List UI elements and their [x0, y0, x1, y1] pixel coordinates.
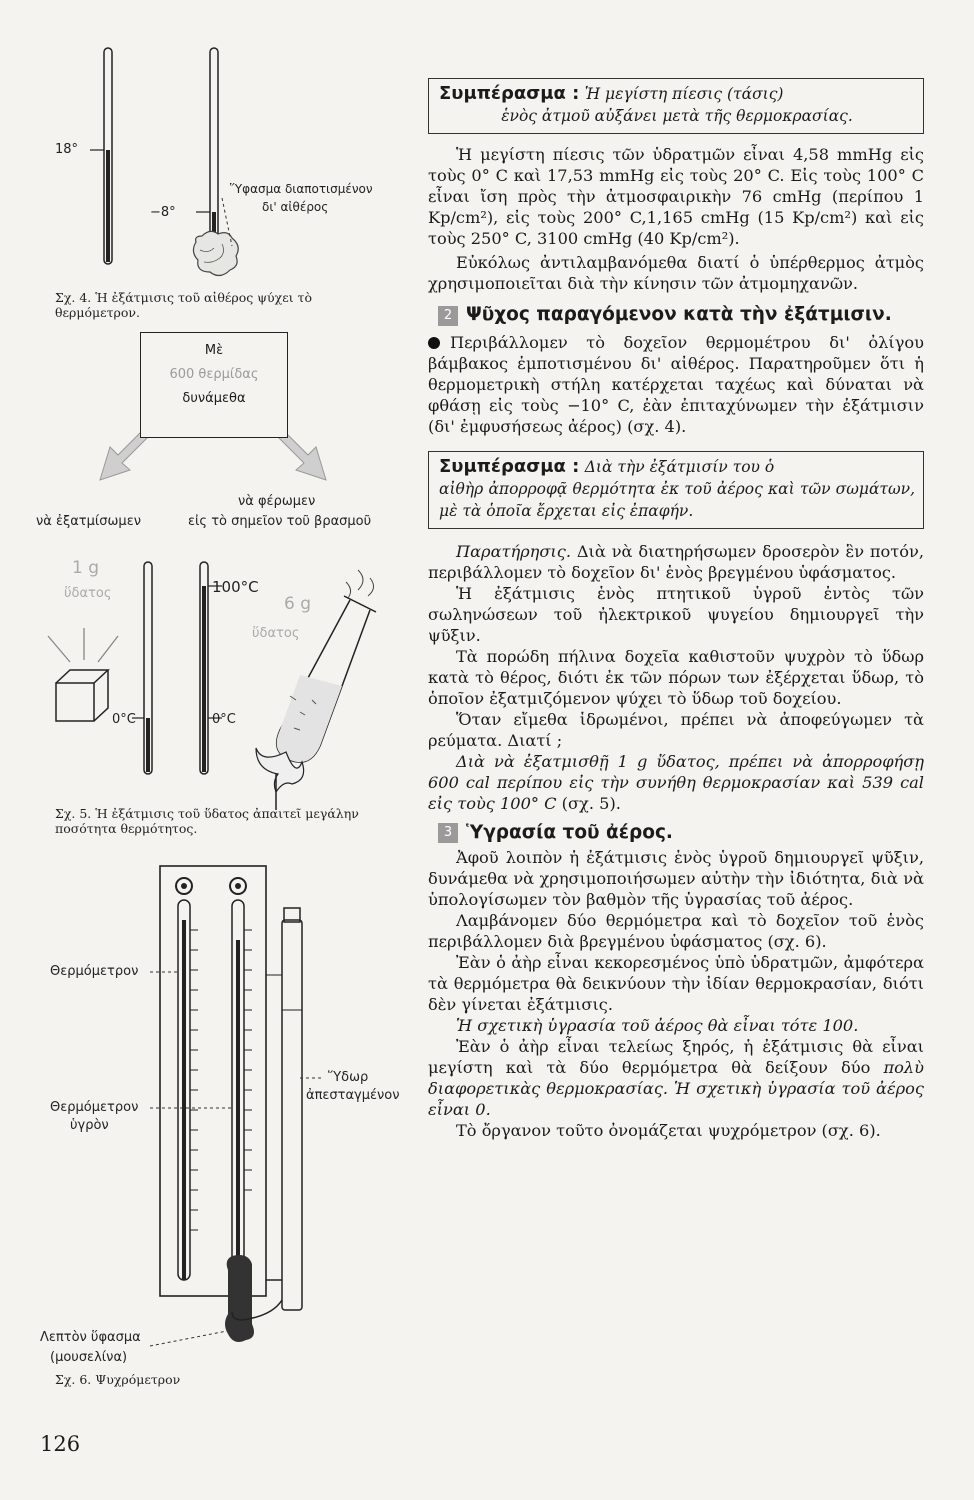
figure-4 — [0, 0, 420, 330]
thermometer-1-reading: 18° — [55, 142, 79, 157]
ice-cube — [56, 670, 108, 721]
fig4-caption: Σχ. 4. Ἡ ἐξάτμισις τοῦ αἰθέρος ψύχει τὸ θερμόμετρον. — [55, 290, 312, 320]
fig5-right-label-2: εἰς τὸ σημεῖον τοῦ βρασμοῦ — [188, 514, 372, 529]
thermometer-2-reading: −8° — [150, 205, 176, 220]
fig5-zero-2: 0°C — [212, 712, 236, 727]
label-distilled-water-1: Ὕδωρ — [328, 1070, 369, 1085]
label-muslin-1: Λεπτὸν ὕφασμα — [40, 1330, 141, 1345]
fig5-water-2: ὕδατος — [252, 626, 300, 641]
conclusion-box-1: Συμπέρασμα : Ἡ μεγίστη πίεσις (τάσις) ἑνὸς ἀτμοῦ αὐξάνει μετὰ τῆς θερμοκρασίας. — [428, 78, 924, 134]
label-dry-thermometer: Θερμόμετρον — [50, 964, 139, 979]
energy-line-2: 600 θερμίδας — [169, 367, 259, 382]
fig6-caption: Σχ. 6. Ψυχρόμετρον — [55, 1372, 181, 1387]
section-3-number: 3 — [438, 823, 458, 843]
para-fridge: Ἡ ἐξάτμισις ἑνὸς πτητικοῦ ὑγροῦ ἐντὸς τῶν σωληνώσεων τοῦ ἠλεκτρικοῦ ψυγείου δημιουργεῖ τὴν ψῦξιν. — [428, 583, 924, 645]
para-psychrometer: Τὸ ὄργανον τοῦτο ὀνομάζεται ψυχρόμετρον (σχ. 6). — [456, 1121, 881, 1140]
energy-line-3: δυνάμεθα — [182, 391, 246, 406]
para-sweating: Ὅταν εἴμεθα ἱδρωμένοι, πρέπει νὰ ἀποφεύγωμεν τὰ ρεύματα. Διατί ; — [428, 709, 924, 750]
page-number: 126 — [40, 1432, 81, 1456]
fig5-left-label: νὰ ἐξατμίσωμεν — [36, 514, 141, 529]
para-observation: Παρατήρησις. Διὰ νὰ διατηρήσωμεν δροσερὸν ἓν ποτόν, περιβάλλομεν τὸ δοχεῖον δι' ἑνὸς βρεγμένου ὑφάσματος. — [428, 541, 924, 582]
conclusion-1-title: Συμπέρασμα — [439, 83, 566, 104]
fig5-water-1: ὕδατος — [64, 586, 112, 601]
conclusion-1-text-a: Ἡ μεγίστη πίεσις (τάσις) — [584, 85, 784, 103]
fig5-right-label-1: νὰ φέρωμεν — [238, 494, 316, 509]
fig5-mass-1: 1 g — [72, 558, 100, 578]
label-distilled-water-2: ἀπεσταγμένον — [306, 1088, 400, 1103]
para-ether-experiment: Περιβάλλομεν τὸ δοχεῖον θερμομέτρου δι' ὀλίγου βάμβακος ἐμποτισμένου δι' αἰθέρος. Παρατηροῦμεν ὅτι ἡ θερμομετρικὴ στήλη κατέρχεται ταχέως καὶ δύναται νὰ φθάσῃ εἰς τοὺς −10° C, ἐὰν ἐπιταχύνωμεν τὴν ἐξάτμισιν (δι' ἐμφυσήσεως ἀέρος) (σχ. 4). — [428, 332, 924, 436]
para-clay-pots: Τὰ πορώδη πήλινα δοχεῖα καθιστοῦν ψυχρὸν τὸ ὕδωρ κατὰ τὸ θέρος, διότι ἐκ τῶν πόρων των ἐξέρχεται ὕδωρ, τὸ ὁποῖον ἐξατμιζόμενον ψύχει τὸ ὕδωρ τοῦ δοχείου. — [428, 646, 924, 708]
fig5-mass-2: 6 g — [284, 594, 312, 614]
para-saturated: Ἐὰν ὁ ἀὴρ εἶναι κεκορεσμένος ὑπὸ ὑδρατμῶν, ἀμφότερα τὰ θερμόμετρα θὰ δεικνύουν τὴν ἰδίαν θερμοκρασίαν, διότι δὲν γίνεται ἐξάτμισις. — [428, 953, 924, 1014]
section-3-heading — [438, 822, 924, 844]
conclusion-2-text-a: Διὰ τὴν ἐξάτμισίν του ὁ — [584, 457, 775, 476]
section-2-title: Ψῦχος παραγόμενον κατὰ τὴν ἐξάτμισιν. — [466, 304, 892, 325]
conclusion-2-text-b: αἰθὴρ ἀπορροφᾷ θερμότητα ἐκ τοῦ ἀέρος καὶ τῶν σωμάτων, μὲ τὰ ὁποῖα ἔρχεται εἰς ἐπαφήν. — [439, 479, 915, 520]
para-humidity-intro: Ἀφοῦ λοιπὸν ἡ ἐξάτμισις ἑνὸς ὑγροῦ δημιουργεῖ ψῦξιν, δυνάμεθα νὰ χρησιμοποιήσωμεν αὐτὴν τὴν ἰδιότητα, διὰ νὰ ὑπολογίσωμεν τὸν βαθμὸν τῆς ὑγρασίας τοῦ ἀέρος. — [428, 848, 924, 909]
fig5-hundred-label: 100°C — [212, 578, 259, 596]
figure-5 — [0, 490, 420, 850]
cloth-label-1: Ὕφασμα διαποτισμένον — [230, 182, 373, 196]
para-superheated: Εὐκόλως ἀντιλαμβανόμεθα διατί ὁ ὑπέρθερμος ἀτμὸς χρησιμοποιεῖται διὰ τὴν κίνησιν τῶν ἀτμομηχανῶν. — [428, 253, 924, 293]
energy-box — [140, 332, 288, 438]
text-column — [428, 78, 924, 1141]
cloth-label-2: δι' αἰθέρος — [262, 200, 329, 214]
energy-line-1: Μὲ — [204, 343, 224, 358]
conclusion-1-text-b: ἑνὸς ἀτμοῦ αὐξάνει μετὰ τῆς θερμοκρασίας. — [501, 107, 853, 125]
fig5-zero-1: 0°C — [112, 712, 136, 727]
ether-cotton — [193, 231, 238, 275]
muslin-cloth — [225, 1255, 254, 1342]
label-muslin-2: (μουσελίνα) — [50, 1350, 128, 1365]
conclusion-2-title: Συμπέρασμα — [439, 455, 566, 477]
fig5-drawing — [0, 490, 420, 810]
conclusion-box-2: Συμπέρασμα : Διὰ τὴν ἐξάτμισίν του ὁ αἰθὴρ ἀπορροφᾷ θερμότητα ἐκ τοῦ ἀέρος καὶ τῶν σωμάτων, μὲ τὰ ὁποῖα ἔρχεται εἰς ἐπαφήν. — [428, 451, 924, 529]
label-wet-thermometer-2: ὑγρὸν — [70, 1118, 109, 1133]
section-2-number: 2 — [438, 306, 458, 326]
para-humidity-100: Ἡ σχετικὴ ὑγρασία τοῦ ἀέρος θὰ εἶναι τότε 100. — [456, 1016, 859, 1035]
para-dry-air: Ἐὰν ὁ ἀὴρ εἶναι τελείως ξηρός, ἡ ἐξάτμισις θὰ εἶναι μεγίστη καὶ τὰ δύο θερμόμετρα θὰ δείξουν δύο πολὺ διαφορετικὰς θερμοκρασίας. Ἡ σχετικὴ ὑγρασία τοῦ ἀέρος εἶναι 0. — [428, 1037, 924, 1119]
fig6-drawing — [0, 860, 420, 1380]
label-wet-thermometer-1: Θερμόμετρον — [50, 1100, 139, 1115]
section-3-title: Ὑγρασία τοῦ ἀέρος. — [466, 821, 673, 843]
figure-6 — [0, 860, 420, 1400]
para-two-thermometers: Λαμβάνομεν δύο θερμόμετρα καὶ τὸ δοχεῖον τοῦ ἑνὸς περιβάλλομεν διὰ βρεγμένου ὑφάσματος (σχ. 6). — [428, 911, 924, 951]
observation-label: Παρατήρησις. — [456, 541, 571, 561]
para-vapor-pressure: Ἡ μεγίστη πίεσις τῶν ὑδρατμῶν εἶναι 4,58 mmHg εἰς τοὺς 0° C καὶ 17,53 mmHg εἰς τοὺς 20° C. Εἰς τοὺς 100° C εἶναι ἴση πρὸς τὴν ἀτμοσφαιρικὴν 76 cmHg (περίπου 1 Kp/cm²), εἰς τοὺς 200° C,1,165 cmHg (15 Kp/cm²) καὶ εἰς τοὺς 250° C, 3100 cmHg (40 Kp/cm²). — [428, 145, 924, 248]
bullet-icon — [428, 337, 440, 349]
fig5-caption: Σχ. 5. Ἡ ἐξάτμισις τοῦ ὕδατος ἀπαιτεῖ μεγάλην ποσότητα θερμότητος. — [55, 806, 359, 836]
water-tube — [282, 920, 302, 1310]
para-latent-heat: Διὰ νὰ ἐξατμισθῇ 1 g ὕδατος, πρέπει νὰ ἀπορροφήσῃ 600 cal περίπου εἰς τὴν συνήθη θερμοκρασίαν καὶ 539 cal εἰς τοὺς 100° C (σχ. 5). — [428, 751, 924, 813]
section-2-heading — [438, 304, 924, 326]
